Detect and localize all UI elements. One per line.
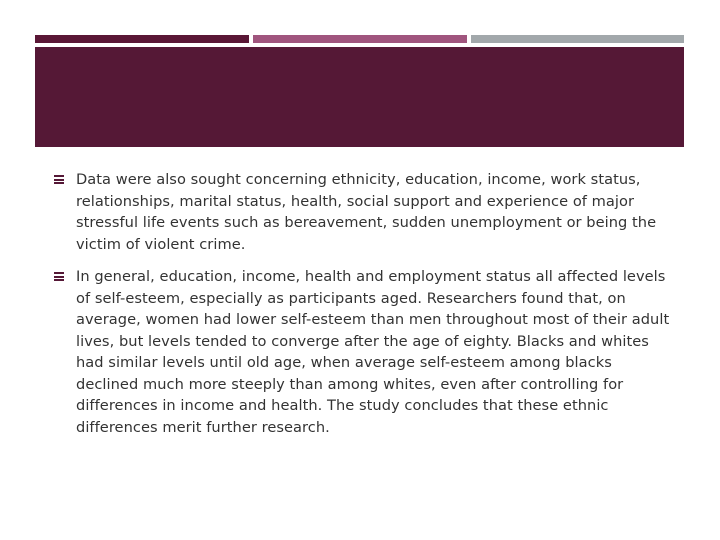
bullet-item <box>54 169 674 255</box>
bullet-text: Data were also sought concerning ethnicity, education, income, work status, relationships, marital status, health, social support and experience of major stressful life events such as bereavement, sudden unemployment or being the victim of violent crime. <box>76 171 657 253</box>
slide-content <box>54 169 674 449</box>
header-stripe-mauve <box>253 35 467 43</box>
bullet-item <box>54 266 674 438</box>
three-bar-bullet-icon <box>54 272 64 281</box>
header-stripe-gray <box>471 35 684 43</box>
header-stripe-dark <box>35 35 249 43</box>
title-band <box>35 47 684 147</box>
three-bar-bullet-icon <box>54 175 64 184</box>
bullet-text: In general, education, income, health and employment status all affected levels of self-esteem, especially as participants aged. Researchers found that, on average, women had lower self-esteem than men throughout most of their adult lives, but levels tended to converge after the age of eighty. Blacks and whites had similar levels until old age, when average self-esteem among blacks declined much more steeply than among whites, even after controlling for differences in income and health. The study concludes that these ethnic differences merit further research. <box>76 268 670 436</box>
